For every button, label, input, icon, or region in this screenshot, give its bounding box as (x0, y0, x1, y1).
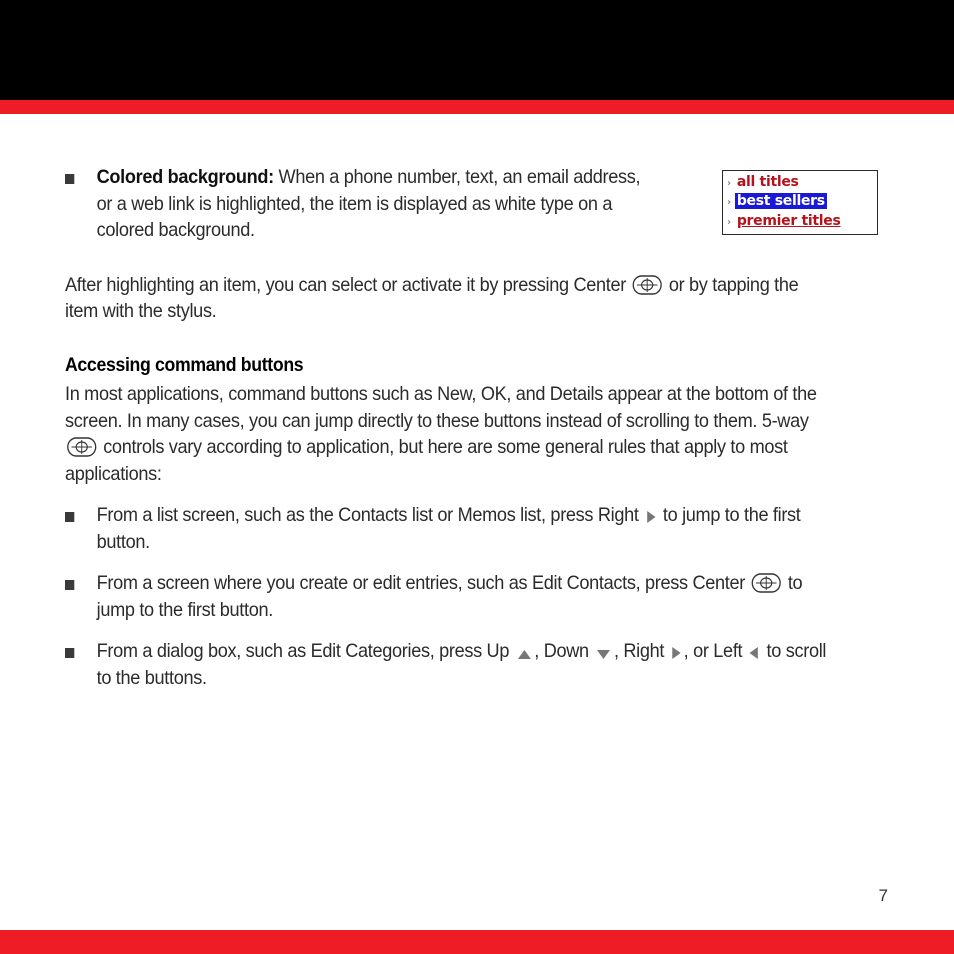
list-tick-icon: › (727, 197, 731, 208)
bullet-dialog-box: From a dialog box, such as Edit Categories, press Up , Down , Right , or Left to scroll to the buttons. (65, 638, 829, 691)
header-red-stripe (0, 100, 954, 114)
bullet-square (65, 512, 74, 522)
screenshot-item: › premier titles (727, 213, 841, 229)
section-intro: In most applications, command buttons such as New, OK, and Details appear at the bottom of the screen. In many cases, you can jump directly to these buttons instead of scrolling to them. 5-way controls vary according to application, but here are some general rules that apply to most applications: (65, 383, 817, 485)
bullet-list-screen: From a list screen, such as the Contacts list or Memos list, press Right to jump to the first button. (65, 502, 829, 555)
left-arrow-icon (749, 645, 760, 661)
five-way-center-icon (67, 437, 97, 457)
bullet-square (65, 174, 74, 184)
screenshot-item: › all titles (727, 174, 799, 190)
list-tick-icon: › (727, 178, 731, 189)
screenshot-item-selected: › best sellers (727, 193, 825, 209)
five-way-center-icon (752, 573, 782, 593)
section-heading: Accessing command buttons (65, 354, 304, 376)
header-black-band (0, 0, 954, 100)
footer-red-band (0, 930, 954, 954)
right-arrow-icon (671, 645, 682, 661)
bullet-colored-background: Colored background: When a phone number, text, an email address, or a web link is highlighted, the item is displayed as white type on a colored background. (65, 164, 829, 244)
up-arrow-icon (516, 647, 533, 661)
page-number: 7 (878, 886, 888, 905)
bullet-square (65, 580, 74, 590)
bullet-square (65, 648, 74, 658)
page-content (65, 164, 829, 691)
bullet-edit-screen: From a screen where you create or edit entries, such as Edit Contacts, press Center to jump to the first button. (65, 570, 829, 623)
list-tick-icon: › (727, 217, 731, 228)
after-highlight-paragraph: After highlighting an item, you can select or activate it by pressing Center or by tapping the item with the stylus. (65, 273, 799, 322)
five-way-center-icon (633, 275, 663, 295)
right-arrow-icon (645, 509, 656, 525)
down-arrow-icon (595, 647, 612, 661)
